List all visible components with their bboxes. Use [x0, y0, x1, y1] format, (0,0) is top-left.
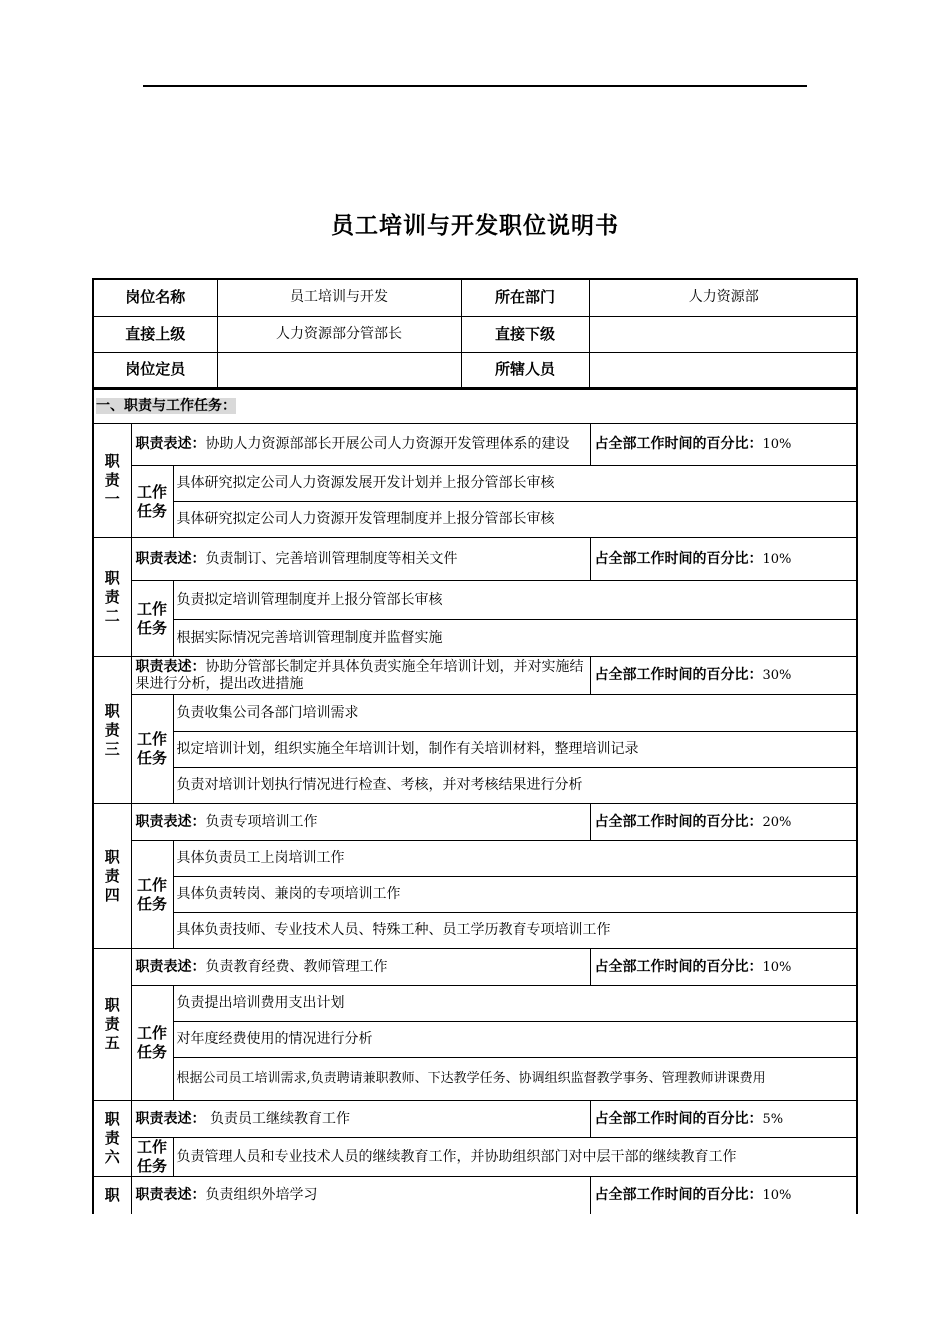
task-item: 负责收集公司各部门培训需求 [173, 695, 858, 732]
task-item: 负责提出培训费用支出计划 [173, 986, 858, 1022]
headcount-label: 岗位定员 [94, 352, 217, 387]
work-tasks-label: 工作任务 [131, 1138, 173, 1177]
work-tasks-label: 工作任务 [131, 581, 173, 657]
department-label: 所在部门 [461, 280, 589, 316]
task-item: 具体负责转岗、兼岗的专项培训工作 [173, 877, 858, 913]
duty-percentage: 占全部工作时间的百分比：5% [590, 1101, 858, 1138]
subordinate-label: 直接下级 [461, 316, 589, 352]
duty-percentage: 占全部工作时间的百分比：10% [590, 538, 858, 581]
duty-percentage: 占全部工作时间的百分比：10% [590, 1177, 858, 1215]
basic-info-table [94, 280, 858, 388]
duty-percentage: 占全部工作时间的百分比：10% [590, 949, 858, 986]
task-item: 根据实际情况完善培训管理制度并监督实施 [173, 620, 858, 657]
duty-description: 职责表述：负责教育经费、教师管理工作 [131, 949, 590, 986]
task-item: 具体负责技师、专业技术人员、特殊工种、员工学历教育专项培训工作 [173, 913, 858, 949]
document-title: 员工培训与开发职位说明书 [331, 213, 619, 239]
task-item: 具体负责员工上岗培训工作 [173, 841, 858, 877]
superior-value: 人力资源部分管部长 [217, 316, 461, 352]
duty-description: 职责表述：协助人力资源部部长开展公司人力资源开发管理体系的建设 [131, 424, 590, 466]
duty-description: 职责表述：协助分管部长制定并具体负责实施全年培训计划，并对实施结果进行分析，提出改进措施 [131, 657, 590, 695]
duty-description: 职责表述：负责专项培训工作 [131, 804, 590, 841]
subordinate-value [589, 316, 858, 352]
header-rule [143, 85, 807, 87]
duty-label: 职 [94, 1177, 131, 1215]
task-item: 拟定培训计划，组织实施全年培训计划，制作有关培训材料，整理培训记录 [173, 732, 858, 768]
work-tasks-label: 工作任务 [131, 841, 173, 949]
superior-label: 直接上级 [94, 316, 217, 352]
task-item: 负责对培训计划执行情况进行检查、考核，并对考核结果进行分析 [173, 768, 858, 804]
task-item: 具体研究拟定公司人力资源发展开发计划并上报分管部长审核 [173, 466, 858, 502]
staff-value [589, 352, 858, 387]
duty-label: 职责四 [94, 804, 131, 949]
duty-description: 职责表述： 负责员工继续教育工作 [131, 1101, 590, 1138]
task-item: 具体研究拟定公司人力资源开发管理制度并上报分管部长审核 [173, 502, 858, 538]
duty-percentage: 占全部工作时间的百分比：20% [590, 804, 858, 841]
task-item: 负责管理人员和专业技术人员的继续教育工作，并协助组织部门对中层干部的继续教育工作 [173, 1138, 858, 1177]
work-tasks-label: 工作任务 [131, 466, 173, 538]
position-name-value: 员工培训与开发 [217, 280, 461, 316]
duty-label: 职责一 [94, 424, 131, 538]
headcount-value [217, 352, 461, 387]
job-description-table [92, 278, 858, 1214]
duty-description: 职责表述：负责组织外培学习 [131, 1177, 590, 1215]
duty-label: 职责六 [94, 1101, 131, 1177]
duty-label: 职责五 [94, 949, 131, 1101]
duties-table [94, 388, 858, 1215]
duty-label: 职责二 [94, 538, 131, 657]
work-tasks-label: 工作任务 [131, 986, 173, 1101]
task-item: 负责拟定培训管理制度并上报分管部长审核 [173, 581, 858, 620]
staff-label: 所辖人员 [461, 352, 589, 387]
duty-label: 职责三 [94, 657, 131, 804]
duty-percentage: 占全部工作时间的百分比：30% [590, 657, 858, 695]
work-tasks-label: 工作任务 [131, 695, 173, 804]
section-heading: 一、职责与工作任务： [94, 389, 858, 424]
duty-description: 职责表述：负责制订、完善培训管理制度等相关文件 [131, 538, 590, 581]
task-item: 对年度经费使用的情况进行分析 [173, 1022, 858, 1058]
duty-percentage: 占全部工作时间的百分比：10% [590, 424, 858, 466]
task-item: 根据公司员工培训需求,负责聘请兼职教师、下达教学任务、协调组织监督教学事务、管理教师讲课费用 [173, 1058, 858, 1101]
position-name-label: 岗位名称 [94, 280, 217, 316]
department-value: 人力资源部 [589, 280, 858, 316]
